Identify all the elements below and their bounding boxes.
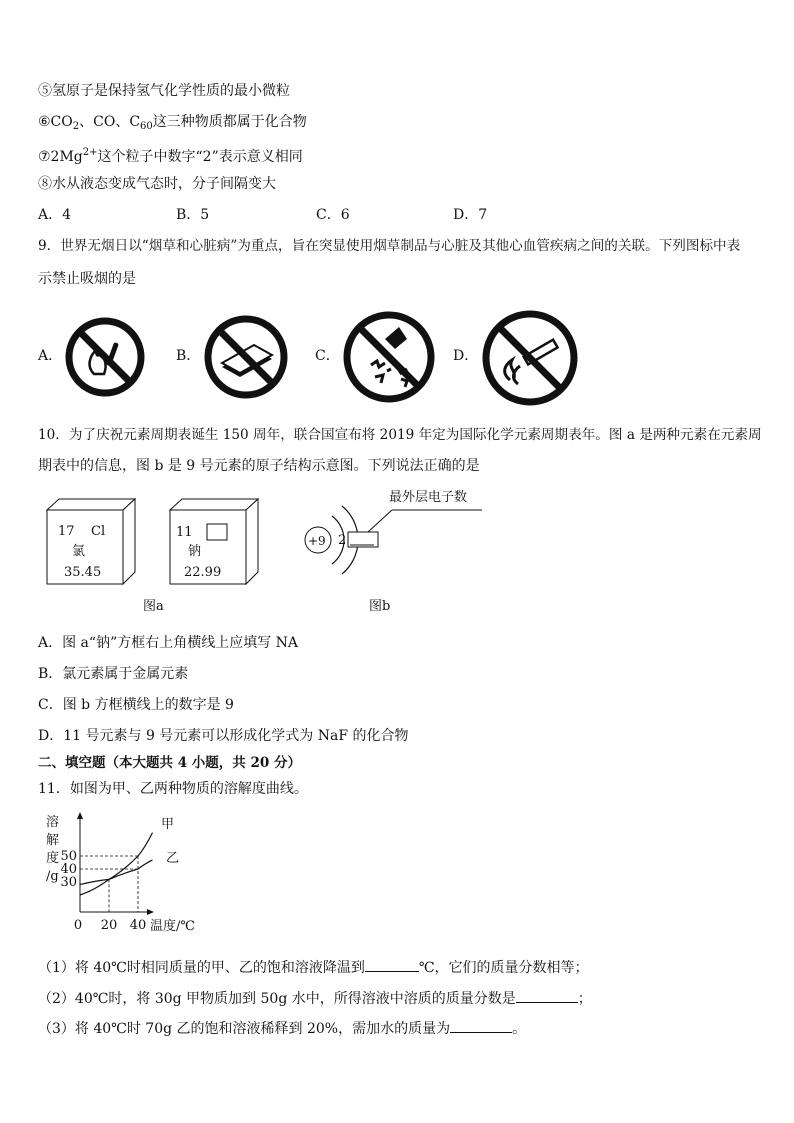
cl-atomic-number: 17 [58,524,75,539]
series-label-jia: 甲 [161,817,175,832]
q11-sub3-tail: 。 [512,1021,527,1037]
q11-sub3-blank[interactable] [450,1018,512,1033]
q11-sub2 [38,988,592,1008]
q9-option-d[interactable]: D． [453,348,479,364]
section-heading: 二、填空题（本大题共 4 小题，共 20 分） [38,755,301,771]
q8-option-a[interactable]: A．4 [38,207,72,223]
statement-6-pre: ⑥CO [38,114,73,130]
q11-sub1-blank[interactable] [365,957,419,972]
q11-sub1 [38,957,589,977]
na-name: 钠 [188,544,202,559]
figure-a-caption: 图a [143,599,164,614]
na-atomic-number: 11 [176,525,193,540]
q11-sub3-text: （3）将 40℃时 70g 乙的饱和溶液稀释到 20%，需加水的质量为 [38,1021,451,1037]
figure-b-caption: 图b [369,599,391,614]
cl-atomic-mass: 35.45 [64,565,102,580]
statement-6-post: 这三种物质都属于化合物 [152,114,307,130]
no-fire-icon[interactable] [64,316,146,398]
q10-stem-line1: 10．为了庆祝元素周期表诞生 150 周年，联合国宣布将 2019 年定为国际化学元素周期表年。图 a 是两种元素在元素周 [38,427,762,443]
y-tick-30: 30 [60,875,77,890]
x-axis-label: 温度/℃ [150,919,195,934]
q10-stem-line2: 期表中的信息，图 b 是 9 号元素的原子结构示意图。下列说法正确的是 [38,458,480,474]
q9-stem-line2: 示禁止吸烟的是 [38,271,136,287]
q11-sub2-text: （2）40℃时，将 30g 甲物质加到 50g 水中，所得溶液中溶质的质量分数是 [38,991,516,1007]
y-axis-label-3: 度 [46,851,60,866]
x-tick-20: 20 [100,918,118,933]
statement-8: ⑧水从液态变成气态时，分子间隔变大 [38,176,276,192]
q9-option-b[interactable]: B． [176,348,201,364]
statement-6-mid: 、CO、C [79,114,141,130]
no-fireworks-icon[interactable] [341,309,437,405]
q9-option-a[interactable]: A． [38,348,63,364]
x-tick-40: 40 [129,918,147,933]
q8-option-b[interactable]: B．5 [176,207,210,223]
q8-option-d[interactable]: D．7 [453,207,488,223]
q11-sub2-tail: ； [577,991,592,1007]
mg-charge-superscript: 2+ [82,147,98,158]
q11-sub3 [38,1018,526,1038]
q10-option-b[interactable]: B．氯元素属于金属元素 [38,666,189,682]
co2-subscript: 2 [72,121,80,132]
x-tick-0: 0 [73,918,83,933]
y-axis-label-1: 溶 [46,815,60,830]
q11-sub1-tail: ℃，它们的质量分数相等； [418,960,589,976]
cl-symbol: Cl [91,524,106,539]
q9-stem-line1: 9．世界无烟日以“烟草和心脏病”为重点，旨在突显使用烟草制品与心脏及其他心血管疾病之间的关联。下列图标中表 [38,238,741,254]
statement-5: ⑤氢原子是保持氢气化学性质的最小微粒 [38,83,290,99]
statement-6 [38,113,307,136]
no-matches-icon[interactable] [202,313,290,401]
q11-stem: 11．如图为甲、乙两种物质的溶解度曲线。 [38,781,308,797]
inner-shell-electrons: 2 [338,533,347,548]
series-curve-yi [80,860,153,885]
q10-option-d[interactable]: D．11 号元素与 9 号元素可以形成化学式为 NaF 的化合物 [38,728,409,744]
nucleus-charge: +9 [308,534,326,548]
series-curve-jia [80,833,153,895]
q10-option-a[interactable]: A．图 a“钠”方框右上角横线上应填写 NA [38,635,299,651]
y-tick-40: 40 [60,862,77,877]
solubility-chart [42,812,212,936]
y-axis-label-2: 解 [46,833,60,848]
q11-sub2-blank[interactable] [516,988,578,1003]
q10-option-c[interactable]: C．图 b 方框横线上的数字是 9 [38,697,234,713]
y-axis-label-4: /g [46,869,59,884]
c60-subscript: 60 [140,121,153,132]
q11-sub1-text: （1）将 40℃时相同质量的甲、乙的饱和溶液降温到 [38,960,365,976]
statement-7-post: 这个粒子中数字“2”表示意义相同 [97,149,303,165]
series-label-yi: 乙 [166,851,180,866]
q8-option-c[interactable]: C．6 [316,207,350,223]
outer-shell-label: 最外层电子数 [389,490,468,505]
statement-7 [38,144,303,166]
statement-7-pre: ⑦2Mg [38,149,83,165]
cl-name: 氯 [72,544,86,559]
y-tick-50: 50 [60,849,77,864]
no-smoking-icon[interactable] [480,308,580,408]
q9-option-c[interactable]: C． [315,348,340,364]
na-atomic-mass: 22.99 [184,565,222,580]
